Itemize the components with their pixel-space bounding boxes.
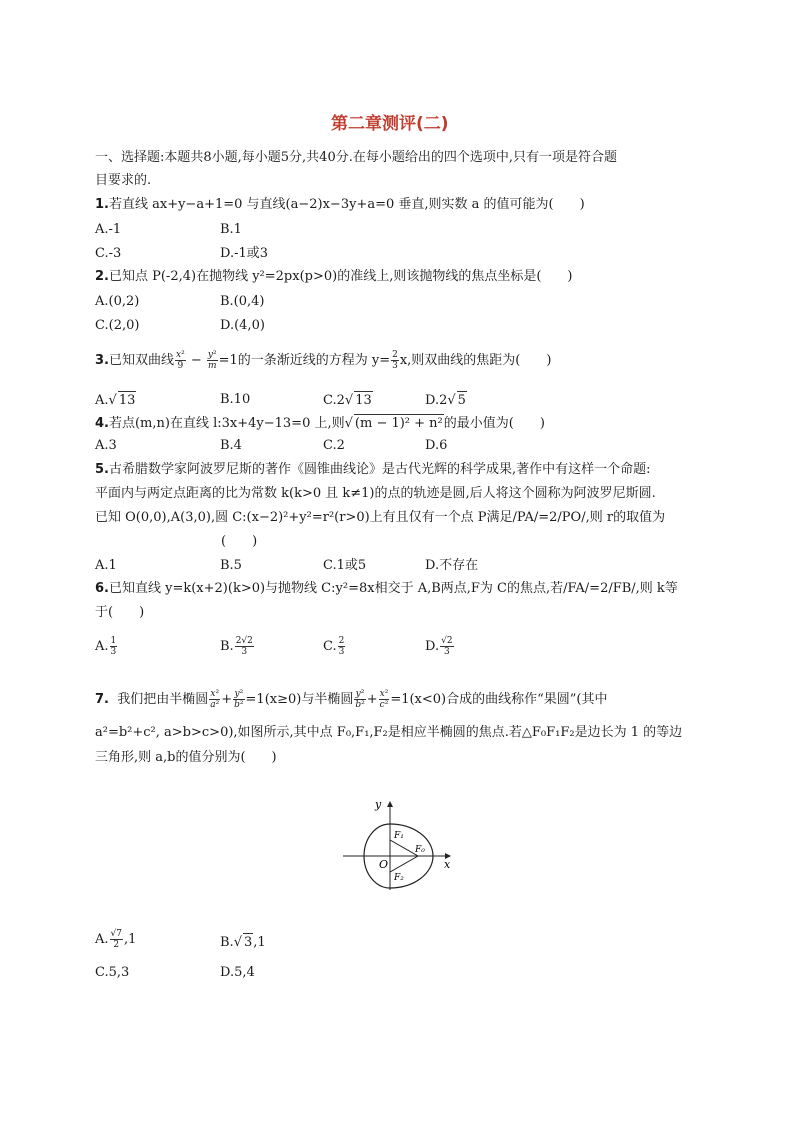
- q4-option-d[interactable]: D.6: [425, 438, 448, 453]
- q6-a-fraction: [110, 636, 118, 657]
- question-3-number: 3.: [95, 353, 109, 368]
- q3-d-label: D.2: [425, 393, 448, 408]
- question-1-number: 1.: [95, 197, 109, 212]
- q3-option-d[interactable]: D.2√ 5: [425, 393, 466, 408]
- q7-a-label: A.: [95, 932, 109, 947]
- q6-b-den: 3: [241, 647, 248, 657]
- q6-c-den: 3: [338, 647, 345, 657]
- question-5-number: 5.: [95, 462, 109, 477]
- q7-option-c[interactable]: C.5,3: [95, 965, 130, 980]
- q4-option-b[interactable]: B.4: [220, 438, 242, 453]
- question-4: 4.若点(m,n)在直线 l:3x+4y−13=0 上,则√ (m − 1)² + n²的最小值为( ): [95, 416, 545, 431]
- q3-a-radicand: 13: [118, 393, 136, 408]
- question-4-stem-pre: 若点(m,n)在直线 l:3x+4y−13=0 上,则: [108, 416, 345, 431]
- q2-option-a[interactable]: A.(0,2): [95, 294, 140, 309]
- q6-b-num: 2√2: [235, 636, 253, 646]
- f1-label: F₁: [394, 831, 404, 841]
- y-axis-label: y: [375, 798, 382, 811]
- q3-c-label: C.2: [323, 393, 345, 408]
- origin-label: O: [379, 858, 389, 871]
- question-4-radical: (m − 1)² + n²: [354, 416, 443, 431]
- question-3-stem-post: =1的一条渐近线的方程为 y=: [218, 353, 391, 368]
- question-7-line2: a²=b²+c², a>b>c>0),如图所示,其中点 F₀,F₁,F₂是相应半椭圆的焦点.若△F₀F₁F₂是边长为 1 的等边: [95, 725, 683, 740]
- q3-c-radicand: 13: [355, 393, 372, 408]
- q6-c-fraction: [338, 636, 346, 657]
- q7-b-radicand: 3: [243, 935, 253, 950]
- question-5-line2: 平面内与两定点距离的比为常数 k(k>0 且 k≠1)的点的轨迹是圆,后人将这个圆称为阿波罗尼斯圆.: [95, 486, 656, 501]
- q2-option-c[interactable]: C.(2,0): [95, 318, 140, 333]
- q2-option-b[interactable]: B.(0,4): [220, 294, 265, 309]
- q6-option-b[interactable]: [220, 636, 255, 657]
- question-3: 3.已知双曲线 $\frac{\text{x²}}{9}$ − $\frac{\text{y²}}{m}$ =1的一条渐近线的方程为 y= $\frac{2}{3}$ x,则双曲线的焦距为( ): [95, 350, 552, 371]
- question-6: [95, 580, 678, 598]
- q7-option-b[interactable]: B.√ 3,1: [220, 935, 266, 950]
- q6-option-a[interactable]: [95, 636, 118, 657]
- q6-d-label: D.: [425, 639, 440, 654]
- q6-a-num: 1: [110, 636, 117, 646]
- question-6-line2: 于( ): [95, 605, 145, 620]
- q5-option-a[interactable]: A.1: [95, 558, 117, 573]
- question-5: [95, 461, 651, 479]
- question-5-line3: 已知 O(0,0),A(3,0),圆 C:(x−2)²+y²=r²(r>0)上有且仅有一个点 P满足/PA/=2/PO/,则 r的取值为: [95, 510, 666, 525]
- q1-option-d[interactable]: D.-1或3: [220, 246, 269, 261]
- q6-a-label: A.: [95, 639, 109, 654]
- fraction-y2-b2: $\frac{\text{y²}}{\text{b²}}$: [234, 689, 244, 710]
- fraction-2-3: $\frac{2}{3}$: [392, 350, 398, 371]
- q6-option-d[interactable]: [425, 636, 455, 657]
- section-header: 一、选择题:本题共8小题,每小题5分,共40分.在每小题给出的四个选项中,只有一项是符合题: [95, 150, 617, 165]
- q7-option-a[interactable]: [95, 929, 136, 950]
- q1-option-a[interactable]: A.-1: [95, 222, 122, 237]
- question-7-line1-pre: 我们把由半椭圆: [117, 692, 209, 707]
- q7-a-num: √7: [110, 929, 122, 939]
- q7-b-label: B.: [220, 935, 234, 950]
- q1-option-b[interactable]: B.1: [220, 222, 242, 237]
- fruit-ellipse-figure: [335, 798, 460, 893]
- q7-b-end: ,1: [253, 935, 266, 950]
- q7-a-end: ,1: [124, 932, 137, 947]
- q6-b-label: B.: [220, 639, 234, 654]
- q2-option-d[interactable]: D.(4,0): [220, 318, 265, 333]
- question-1: [95, 196, 585, 214]
- section-header-cont: 目要求的.: [95, 173, 152, 188]
- question-7-line3: 三角形,则 a,b的值分别为( ): [95, 750, 277, 765]
- question-2-stem: 已知点 P(-2,4)在抛物线 y²=2px(p>0)的准线上,则该抛物线的焦点坐标是( ): [108, 269, 573, 284]
- q7-a-den: 2: [113, 940, 120, 950]
- question-1-stem: 若直线 ax+y−a+1=0 与直线(a−2)x−3y+a=0 垂直,则实数 a 的值可能为( ): [108, 197, 585, 212]
- q4-option-a[interactable]: A.3: [95, 438, 117, 453]
- question-2-number: 2.: [95, 269, 109, 284]
- fraction-x2-9: $\frac{\text{x²}}{9}$: [176, 350, 185, 371]
- question-7: 7. 我们把由半椭圆 $\frac{\text{x²}}{\text{a²}}$ + $\frac{\text{y²}}{\text{b²}}$ =1(x≥0)与半椭圆 $\frac{\text{y²}}{\text{b²}}$ + $\frac{\text{x²}}{\text{c²}}$ =1(x<0)合成的曲线称作“果圆”(其中: [95, 689, 608, 710]
- y-axis-arrow: [387, 801, 393, 807]
- question-6-number: 6.: [95, 581, 109, 596]
- q1-option-c[interactable]: C.-3: [95, 246, 122, 261]
- question-3-stem-end: x,则双曲线的焦距为( ): [399, 353, 552, 368]
- q3-d-radicand: 5: [457, 393, 466, 408]
- question-7-number: 7.: [95, 692, 109, 707]
- q7-a-fraction: [110, 929, 123, 950]
- question-5-line1: 古希腊数学家阿波罗尼斯的著作《圆锥曲线论》是古代光辉的科学成果,著作中有这样一个命题:: [108, 462, 651, 477]
- page-title: 第二章测评(二): [331, 114, 449, 134]
- q3-option-a[interactable]: A.√ 13: [95, 393, 136, 408]
- question-7-line1-mid: =1(x≥0)与半椭圆: [245, 692, 354, 707]
- q6-a-den: 3: [110, 647, 117, 657]
- q7-option-d[interactable]: D.5,4: [220, 965, 255, 980]
- q4-option-c[interactable]: C.2: [323, 438, 345, 453]
- question-4-stem-end: 的最小值为( ): [443, 416, 545, 431]
- q6-d-fraction: [440, 636, 453, 657]
- q3-option-b[interactable]: B.10: [220, 392, 251, 407]
- q5-option-c[interactable]: C.1或5: [323, 558, 367, 573]
- fraction-x2-a2: $\frac{\text{x²}}{\text{a²}}$: [210, 689, 220, 710]
- q5-option-d[interactable]: D.不存在: [425, 558, 479, 573]
- question-3-stem-pre: 已知双曲线: [108, 353, 174, 368]
- x-axis-label: x: [444, 858, 451, 871]
- fraction-y2-b2-b: $\frac{\text{y²}}{\text{b²}}$: [355, 689, 365, 710]
- q6-b-fraction: [235, 636, 254, 657]
- question-2: [95, 268, 572, 286]
- question-7-line1-end: =1(x<0)合成的曲线称作“果圆”(其中: [390, 692, 608, 707]
- q6-option-c[interactable]: [323, 636, 346, 657]
- q3-option-c[interactable]: C.2√ 13: [323, 393, 372, 408]
- question-6-line1: 已知直线 y=k(x+2)(k>0)与抛物线 C:y²=8x相交于 A,B两点,F为 C的焦点,若/FA/=2/FB/,则 k等: [108, 581, 678, 596]
- f0-label: F₀: [415, 845, 425, 855]
- q3-a-label: A.: [95, 393, 109, 408]
- question-4-number: 4.: [95, 416, 109, 431]
- f2-label: F₂: [394, 873, 404, 883]
- q6-c-num: 2: [338, 636, 345, 646]
- q6-c-label: C.: [323, 639, 337, 654]
- question-5-line4: ( ): [221, 534, 258, 549]
- q6-d-den: 3: [443, 647, 450, 657]
- q6-d-num: √2: [441, 636, 453, 646]
- fraction-y2-m: $\frac{\text{y²}}{m}$: [207, 350, 217, 371]
- q5-option-b[interactable]: B.5: [220, 558, 242, 573]
- fraction-x2-c2: $\frac{\text{x²}}{\text{c²}}$: [379, 689, 389, 710]
